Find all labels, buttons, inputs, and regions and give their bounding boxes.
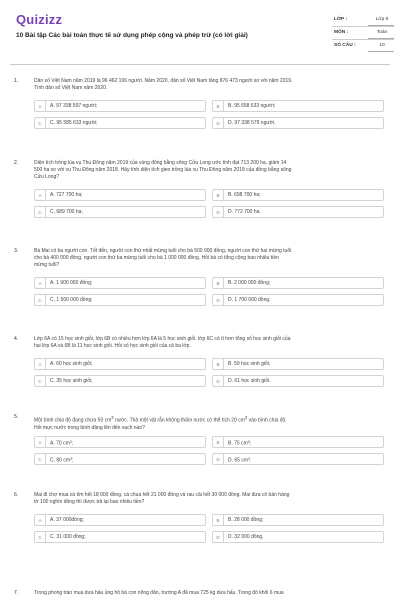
quizizz-logo: Quizizz xyxy=(16,12,63,27)
answer-option-c[interactable] xyxy=(34,375,206,387)
option-text: B. 75 $cm^3$; xyxy=(228,440,252,447)
option-letter: A xyxy=(35,190,46,201)
meta-label: LỚP : xyxy=(334,17,348,22)
question-text-line: Lớp 6A có 15 học sinh giỏi, lớp 6B có nhiều hơn lớp 6A là 5 học sinh giỏi, lớp 6C có ít hơn tổng số học sinh giỏi của xyxy=(34,336,291,342)
meta-box xyxy=(332,14,394,53)
option-text: B. 698 700 ha; xyxy=(228,192,261,198)
option-text: C. 35 học sinh giỏi; xyxy=(50,378,93,384)
option-letter: C xyxy=(35,376,46,387)
header-divider xyxy=(10,64,390,65)
question-text-line: Dân số Việt Nam năm 2019 là 96 462 106 người. Năm 2020, dân số Việt Nam tăng 876 473 người so với năm 2019. xyxy=(34,78,293,84)
question-text xyxy=(34,160,384,181)
meta-value: 10 xyxy=(379,43,385,48)
option-text: A. 70 $cm^3$; xyxy=(50,440,74,447)
answer-option-d[interactable] xyxy=(212,117,384,129)
question-text-line: mừng tuổi? xyxy=(34,262,60,268)
option-letter: A xyxy=(35,437,46,448)
option-text: A. 97 338 597 người; xyxy=(50,103,98,109)
meta-label: MÔN : xyxy=(334,30,349,35)
answer-option-d[interactable] xyxy=(212,531,384,543)
question-text xyxy=(34,336,384,350)
option-letter: B xyxy=(213,515,224,526)
option-text: C. 31 000 đồng; xyxy=(50,534,86,540)
meta-row-subject xyxy=(332,27,394,40)
answer-option-b[interactable] xyxy=(212,100,384,112)
meta-value: Lớp 6 xyxy=(375,17,389,22)
option-letter: B xyxy=(213,278,224,289)
answer-option-d[interactable] xyxy=(212,453,384,465)
option-text: C. 95 585 633 người; xyxy=(50,120,98,126)
option-text: D. 97 338 579 người. xyxy=(228,120,276,126)
question-text-line: Diện tích trồng lúa vụ Thu Đông năm 2019 của vùng đồng bằng sông Cửu Long ước tính đạt 713 200 ha, giảm 14 xyxy=(34,160,287,166)
answer-option-b[interactable] xyxy=(212,514,384,526)
meta-label: SỐ CÂU : xyxy=(334,43,356,48)
option-letter: C xyxy=(35,454,46,465)
question-number: 3. xyxy=(14,248,19,254)
question-number: 7. xyxy=(14,590,19,596)
answer-option-b[interactable] xyxy=(212,189,384,201)
option-letter: C xyxy=(35,118,46,129)
answer-option-c[interactable] xyxy=(34,206,206,218)
option-text: D. 61 học sinh giỏi. xyxy=(228,378,271,384)
option-letter: B xyxy=(213,437,224,448)
question-text-line: Cửu Long? xyxy=(34,174,60,180)
question-number: 2. xyxy=(14,160,19,166)
answer-option-a[interactable] xyxy=(34,358,206,370)
question-text xyxy=(34,492,384,506)
option-letter: D xyxy=(213,207,224,218)
answer-option-b[interactable] xyxy=(212,436,384,448)
option-letter: D xyxy=(213,532,224,543)
answer-option-d[interactable] xyxy=(212,375,384,387)
answer-option-a[interactable] xyxy=(34,436,206,448)
option-letter: A xyxy=(35,278,46,289)
question-text-line: Một bình chia độ đang chứa 50 $cm^3$ nước. Thả một vật rắn không thấm nước có thể tích 20 $cm^3$ vào bình chia độ. xyxy=(34,415,287,424)
question-text-line: Tính dân số Việt Nam năm 2020. xyxy=(34,85,108,91)
page-header xyxy=(10,12,390,58)
option-text: D. 772 700 ha. xyxy=(228,209,261,215)
option-letter: D xyxy=(213,454,224,465)
option-text: A. 37 000đồng; xyxy=(50,517,84,523)
answer-option-c[interactable] xyxy=(34,531,206,543)
question-text-line: cho bà 400 000 đồng, người con thứ ba mừng tuổi cho bà 1 000 000 đồng. Hỏi bà có tổng cộng bao nhiêu tiền xyxy=(34,255,279,261)
option-text: D. 32 000 đồng. xyxy=(228,534,264,540)
option-text: D. 65 $cm^3$. xyxy=(228,457,252,464)
document-title: 10 Bài tập Các bài toán thực tế sử dụng phép cộng và phép trừ (có lời giải) xyxy=(16,32,248,39)
option-text: D. 1 700 000 đồng. xyxy=(228,297,271,303)
option-text: B. 59 học sinh giỏi; xyxy=(228,361,271,367)
option-letter: D xyxy=(213,376,224,387)
option-letter: B xyxy=(213,359,224,370)
option-letter: D xyxy=(213,295,224,306)
question-text-line: hai lớp 6A và 6B là 11 học sinh giỏi. Hỏi số học sinh giỏi của cả ba lớp. xyxy=(34,343,191,349)
option-letter: B xyxy=(213,101,224,112)
answer-option-a[interactable] xyxy=(34,514,206,526)
question-text-line: Trong phong trào mua dưa hấu ủng hộ bà con nông dân, trường A đã mua 725 kg dưa hấu. Trong đó khối 6 mua xyxy=(34,590,284,596)
option-letter: C xyxy=(35,207,46,218)
question-text xyxy=(34,248,384,269)
meta-row-count xyxy=(332,40,394,53)
option-letter: D xyxy=(213,118,224,129)
question-text-line: Mai đi chợ mua cá tím hết 18 000 đồng, cà chua hết 21 000 đồng và rau cải hết 30 000 đồng. Mai đưa cô bán hàng xyxy=(34,492,290,498)
option-text: A. 727 700 ha; xyxy=(50,192,83,198)
option-text: A. 60 học sinh giỏi; xyxy=(50,361,93,367)
option-letter: C xyxy=(35,295,46,306)
answer-option-a[interactable] xyxy=(34,189,206,201)
question-text xyxy=(34,414,384,432)
option-text: C. 1 500 000 đồng; xyxy=(50,297,93,303)
meta-value: Toán xyxy=(376,30,388,35)
question-number: 4. xyxy=(14,336,19,342)
answer-option-a[interactable] xyxy=(34,277,206,289)
option-letter: C xyxy=(35,532,46,543)
question-number: 1. xyxy=(14,78,19,84)
answer-option-a[interactable] xyxy=(34,100,206,112)
question-text-line: Bà Mai có ba người con. Tết đến, người con thứ nhất mừng tuổi cho bà 500 000 đồng, người con thứ hai mừng tuổi xyxy=(34,248,292,254)
question-text-line: tờ 100 nghìn đồng thì được trả lại bao nhiêu tiền? xyxy=(34,499,145,505)
answer-option-b[interactable] xyxy=(212,358,384,370)
option-text: B. 95 658 633 người; xyxy=(228,103,276,109)
option-text: A. 1 900 000 đồng; xyxy=(50,280,93,286)
option-text: C. 80 $cm^3$; xyxy=(50,457,74,464)
option-letter: A xyxy=(35,515,46,526)
meta-line xyxy=(368,51,394,52)
option-text: C. 689 700 ha; xyxy=(50,209,83,215)
question-text xyxy=(34,78,384,92)
answer-option-c[interactable] xyxy=(34,117,206,129)
option-letter: A xyxy=(35,101,46,112)
answer-option-c[interactable] xyxy=(34,294,206,306)
meta-row-class xyxy=(332,14,394,27)
answer-option-d[interactable] xyxy=(212,206,384,218)
question-text-line: 500 ha so với vụ Thu Đông năm 2018. Hãy tính diện tích gieo trồng lúa vụ Thu Đông năm 2018 của đồng bằng sông xyxy=(34,167,292,173)
answer-option-c[interactable] xyxy=(34,453,206,465)
option-letter: A xyxy=(35,359,46,370)
answer-option-d[interactable] xyxy=(212,294,384,306)
question-text xyxy=(34,590,384,597)
option-text: B. 2 000 000 đồng; xyxy=(228,280,271,286)
question-number: 6. xyxy=(14,492,19,498)
answer-option-b[interactable] xyxy=(212,277,384,289)
question-text-line: Hỏi mực nước trong bình dâng lên đến vạch nào? xyxy=(34,424,145,431)
option-letter: B xyxy=(213,190,224,201)
question-number: 5. xyxy=(14,414,19,420)
option-text: B. 28 000 đồng; xyxy=(228,517,264,523)
